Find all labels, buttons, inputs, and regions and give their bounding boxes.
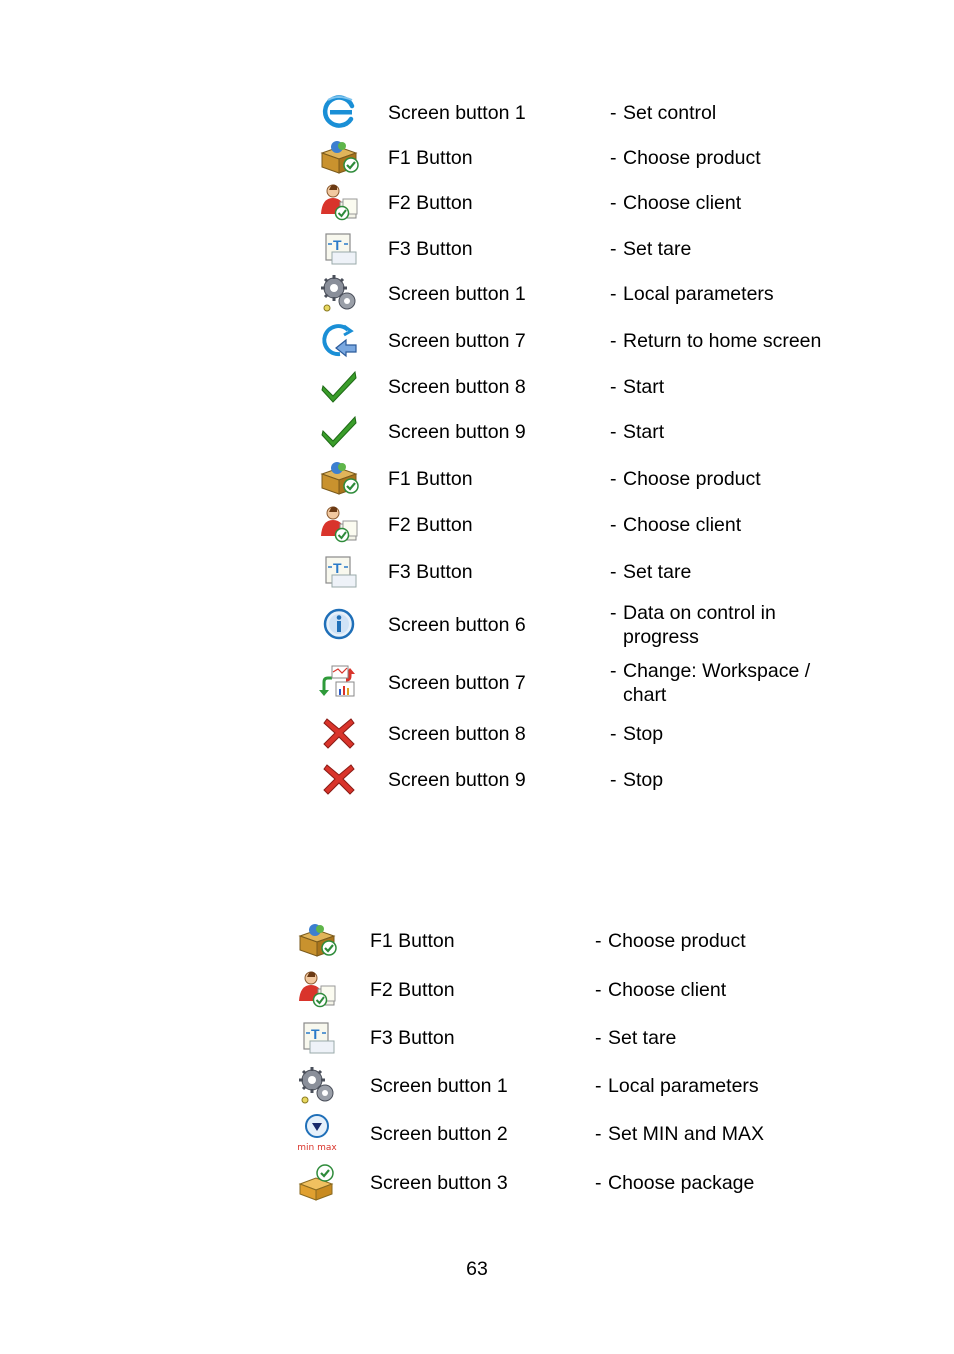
tare-icon: [318, 551, 360, 591]
button-description: - Set tare: [610, 561, 692, 583]
button-description: - Change: Workspace / chart: [610, 660, 811, 706]
button-description: - Set MIN and MAX: [595, 1123, 765, 1145]
button-label: Screen button 6: [388, 614, 526, 636]
client-icon: [296, 969, 338, 1009]
button-label: Screen button 8: [388, 723, 526, 745]
button-description: - Choose package: [595, 1172, 755, 1194]
package-icon: [296, 1162, 338, 1202]
product-icon: [318, 458, 360, 498]
product-icon: [296, 920, 338, 960]
button-description: - Start: [610, 421, 665, 443]
button-label: Screen button 1: [388, 283, 526, 305]
button-label: Screen button 9: [388, 421, 526, 443]
button-label: F3 Button: [388, 561, 473, 583]
min-max-icon-caption: min max: [297, 1143, 337, 1153]
button-description: - Stop: [610, 769, 664, 791]
button-description: - Set tare: [610, 238, 692, 260]
min-max-icon: [296, 1113, 338, 1153]
gears-icon: [296, 1065, 338, 1105]
button-label: F2 Button: [388, 192, 473, 214]
home-return-icon: [318, 320, 360, 360]
button-label: Screen button 3: [370, 1172, 508, 1194]
button-description: - Set tare: [595, 1027, 677, 1049]
button-description: - Choose client: [595, 979, 727, 1001]
e-icon: [318, 92, 360, 132]
button-label: Screen button 1: [388, 102, 526, 124]
client-icon: [318, 504, 360, 544]
workspace-chart-icon: [316, 662, 358, 702]
product-icon: [318, 137, 360, 177]
button-description: - Choose client: [610, 192, 742, 214]
button-description: - Choose product: [610, 468, 761, 490]
button-label: F3 Button: [370, 1027, 455, 1049]
button-description: - Choose product: [595, 930, 746, 952]
gears-icon: [318, 273, 360, 313]
button-label: F1 Button: [388, 147, 473, 169]
page-number: 63: [466, 1258, 488, 1280]
button-label: Screen button 9: [388, 769, 526, 791]
button-label: Screen button 2: [370, 1123, 508, 1145]
info-icon: [318, 604, 360, 644]
checkmark-icon: [318, 411, 360, 451]
button-description: - Data on control in progress: [610, 602, 776, 648]
button-description: - Local parameters: [610, 283, 774, 305]
button-label: Screen button 7: [388, 330, 526, 352]
button-label: F3 Button: [388, 238, 473, 260]
button-description: - Return to home screen: [610, 330, 822, 352]
button-description: - Local parameters: [595, 1075, 759, 1097]
button-description: - Start: [610, 376, 665, 398]
button-label: Screen button 1: [370, 1075, 508, 1097]
tare-icon: [318, 228, 360, 268]
button-label: Screen button 7: [388, 672, 526, 694]
cross-icon: [318, 759, 360, 799]
button-label: F2 Button: [370, 979, 455, 1001]
checkmark-icon: [318, 366, 360, 406]
tare-icon: [296, 1017, 338, 1057]
cross-icon: [318, 713, 360, 753]
button-description: - Set control: [610, 102, 717, 124]
button-label: F1 Button: [388, 468, 473, 490]
button-label: F1 Button: [370, 930, 455, 952]
button-label: Screen button 8: [388, 376, 526, 398]
button-description: - Stop: [610, 723, 664, 745]
button-description: - Choose client: [610, 514, 742, 536]
button-label: F2 Button: [388, 514, 473, 536]
client-icon: [318, 182, 360, 222]
button-description: - Choose product: [610, 147, 761, 169]
